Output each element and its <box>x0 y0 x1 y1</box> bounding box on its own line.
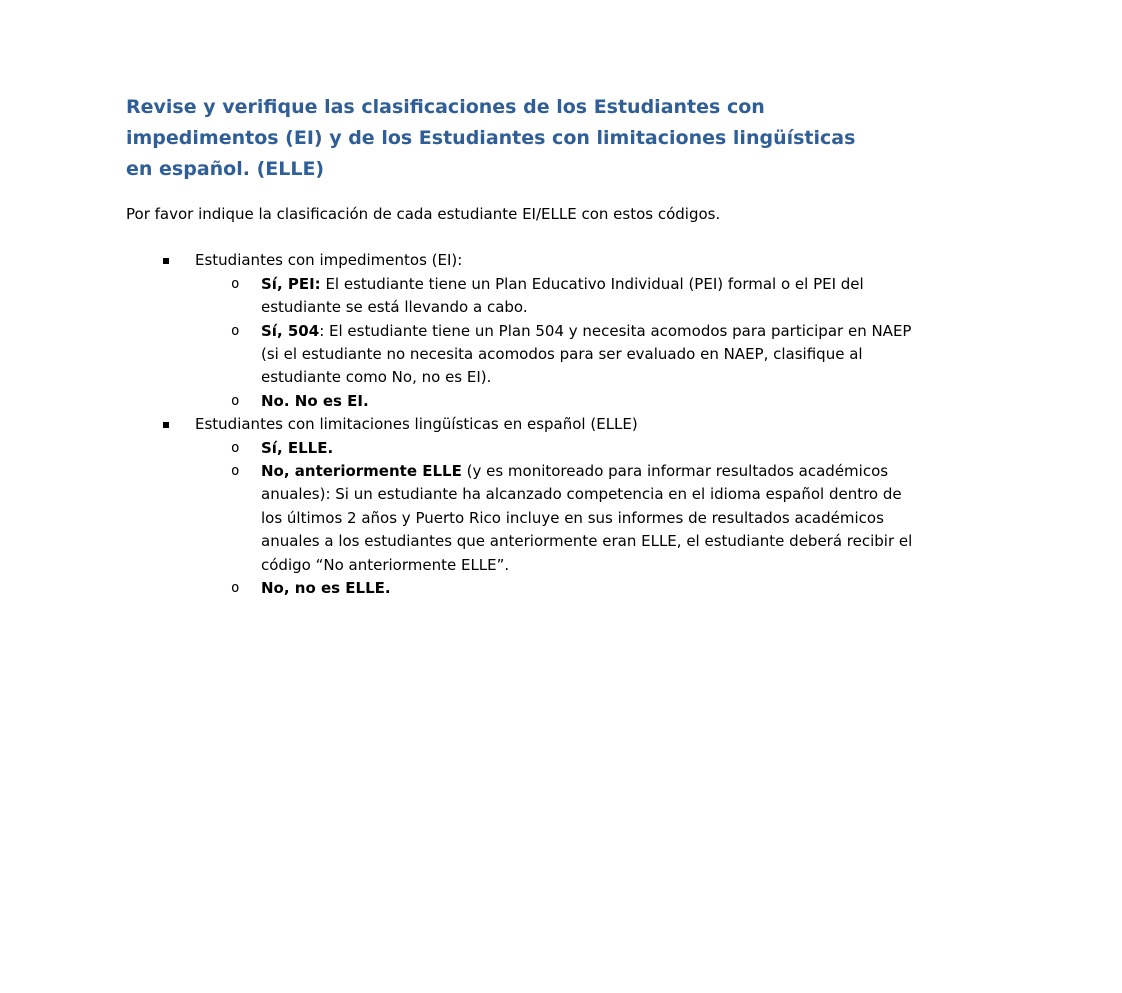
list-line <box>261 390 1002 413</box>
list-item <box>195 249 1002 272</box>
list-line <box>261 343 1002 366</box>
bullet-square-icon <box>163 422 169 428</box>
text-run: Sí, PEI: <box>261 274 321 293</box>
text-run: No, no es ELLE. <box>261 578 391 597</box>
list-line <box>261 437 1002 460</box>
list-line <box>261 530 1002 553</box>
text-run: No. No es EI. <box>261 391 369 410</box>
bullet-circle-icon: o <box>231 462 240 479</box>
list-line <box>261 507 1002 530</box>
text-run: anuales): Si un estudiante ha alcanzado competencia en el idioma español dentro de <box>261 485 902 504</box>
page-title <box>126 92 1002 185</box>
page-title-line: impedimentos (EI) y de los Estudiantes con limitaciones lingüísticas <box>126 127 856 149</box>
list-subitem <box>231 273 1002 320</box>
text-run: estudiante como No, no es EI). <box>261 368 492 387</box>
bullet-circle-icon: o <box>231 392 240 409</box>
list-line <box>261 577 1002 600</box>
list-line <box>261 366 1002 389</box>
text-run: anuales a los estudiantes que anteriormente eran ELLE, el estudiante deberá recibir el <box>261 532 913 551</box>
intro-paragraph: Por favor indique la clasificación de cada estudiante EI/ELLE con estos códigos. <box>126 204 721 223</box>
text-run: (si el estudiante no necesita acomodos para ser evaluado en NAEP, clasifique al <box>261 344 863 363</box>
text-run: Sí, ELLE. <box>261 438 334 457</box>
bullet-circle-icon: o <box>231 439 240 456</box>
text-run: código “No anteriormente ELLE”. <box>261 555 510 574</box>
list-subitem <box>231 437 1002 460</box>
text-run: estudiante se está llevando a cabo. <box>261 298 528 317</box>
list-subitem <box>231 320 1002 390</box>
text-run: (y es monitoreado para informar resultados académicos <box>461 461 889 480</box>
list-line <box>261 483 1002 506</box>
bullet-circle-icon: o <box>231 322 240 339</box>
text-run: los últimos 2 años y Puerto Rico incluye en sus informes de resultados académicos <box>261 508 884 527</box>
list-line <box>261 296 1002 319</box>
bullet-circle-icon: o <box>231 275 240 292</box>
text-run: : El estudiante tiene un Plan 504 y necesita acomodos para participar en NAEP <box>319 321 912 340</box>
text-run: El estudiante tiene un Plan Educativo Individual (PEI) formal o el PEI del <box>320 274 864 293</box>
list-line <box>261 273 1002 296</box>
text-run: No, anteriormente ELLE <box>261 461 462 480</box>
text-run: Sí, 504 <box>261 321 320 340</box>
classification-codes-list <box>126 249 1002 600</box>
list-item <box>195 413 1002 436</box>
bullet-square-icon <box>163 258 169 264</box>
page-title-line: Revise y verifique las clasificaciones de los Estudiantes con <box>126 96 765 118</box>
page-title-line: en español. (ELLE) <box>126 158 325 180</box>
list-line <box>261 554 1002 577</box>
bullet-circle-icon: o <box>231 579 240 596</box>
list-subitem <box>231 577 1002 600</box>
list-subitem <box>231 460 1002 577</box>
list-item-label: Estudiantes con impedimentos (EI): <box>195 251 463 270</box>
list-line <box>261 460 1002 483</box>
list-subitem <box>231 390 1002 413</box>
list-item-label: Estudiantes con limitaciones lingüísticas en español (ELLE) <box>195 415 638 434</box>
list-line <box>261 320 1002 343</box>
